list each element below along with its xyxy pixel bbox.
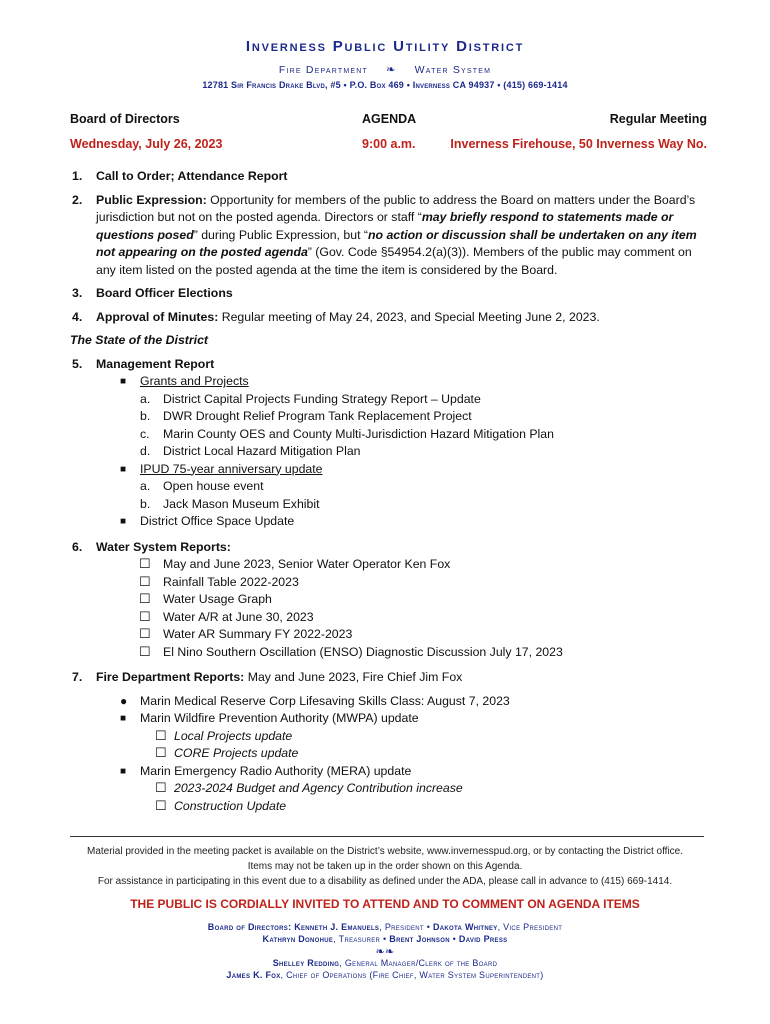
agenda-item-6 [70, 539, 710, 662]
directors-line-2 [0, 934, 770, 944]
list-text: Water A/R at June 30, 2023 [163, 609, 314, 624]
list-text: El Nino Southern Oscillation (ENSO) Diagnostic Discussion July 17, 2023 [163, 644, 563, 659]
list-item [70, 426, 710, 444]
list-item [70, 513, 710, 531]
checkbox-icon: ☐ [139, 591, 151, 606]
agenda-item-1 [70, 168, 710, 186]
staff-name: Shelley Redding [272, 958, 340, 968]
list-item [70, 574, 710, 592]
list-item [70, 461, 710, 479]
item-title: Water System Reports: [96, 539, 231, 554]
footer-website-note: Material provided in the meeting packet is available on the District’s website, www.invernesspud.org, or by contacting the District office. [86, 846, 684, 857]
list-item [70, 693, 710, 711]
director-name: Kathryn Donohue [262, 934, 334, 944]
item-text: ” (Gov. Code §54954.2(a)(3)). Members of the public may comment on any item listed on the posted agenda at the time the item is considered by the Board. [96, 245, 692, 277]
item-title: Approval of Minutes: [96, 309, 219, 324]
agenda-item-4 [70, 309, 710, 327]
item-text: Regular meeting of May 24, 2023, and Special Meeting June 2, 2023. [218, 309, 600, 324]
list-item [70, 408, 710, 426]
staff-role: , General Manager/Clerk of the Board [339, 958, 498, 968]
list-letter: a. [140, 479, 151, 493]
meeting-date: Wednesday, July 26, 2023 [70, 137, 223, 151]
dot-separator: • [452, 934, 459, 944]
item-title: Public Expression: [96, 192, 207, 207]
list-text: Rainfall Table 2022-2023 [163, 574, 299, 589]
item-number: 2. [72, 192, 83, 207]
staff-name: James K. Fox [226, 970, 281, 980]
subheading-office: District Office Space Update [140, 514, 295, 528]
list-item [70, 710, 710, 728]
staff-role: , Chief of Operations (Fire Chief, Water System Superintendent) [280, 970, 544, 980]
meeting-location: Inverness Firehouse, 50 Inverness Way No. [450, 137, 707, 151]
list-item [70, 798, 710, 816]
checkbox-icon: ☐ [155, 745, 167, 760]
list-item [70, 478, 710, 496]
list-item [70, 591, 710, 609]
list-text: Open house event [163, 479, 264, 493]
square-bullet-icon: ■ [120, 765, 127, 777]
dot-separator: • [426, 922, 433, 932]
item-title: Board Officer Elections [96, 286, 233, 300]
director-role: , Treasurer [333, 934, 381, 944]
checkbox-icon: ☐ [139, 626, 151, 641]
address-line: 12781 Sir Francis Drake Blvd, #5 • P.O. Box 469 • Inverness CA 94937 • (415) 669-1414 [202, 80, 568, 90]
item-text: May and June 2023, Fire Chief Jim Fox [244, 670, 463, 684]
meeting-type: Regular Meeting [609, 112, 707, 126]
checkbox-icon: ☐ [155, 727, 167, 743]
checkbox-icon: ☐ [139, 573, 151, 589]
fire-department-label: Fire Department [278, 64, 368, 76]
list-item [70, 745, 710, 763]
grants-list [96, 391, 710, 461]
board-label: Board of Directors [70, 112, 180, 126]
list-text: Construction Update [174, 798, 287, 813]
list-letter: a. [140, 391, 151, 406]
item-number: 5. [72, 356, 83, 371]
public-invitation: THE PUBLIC IS CORDIALLY INVITED TO ATTEND AND TO COMMENT ON AGENDA ITEMS [130, 897, 640, 911]
list-text: DWR Drought Relief Program Tank Replacement Project [163, 409, 472, 423]
round-bullet-icon: ● [120, 693, 128, 708]
item-number: 4. [72, 309, 83, 324]
list-text: Local Projects update [174, 728, 293, 743]
list-text: Marin Wildfire Prevention Authority (MWPA) update [140, 711, 419, 725]
list-item [70, 780, 710, 798]
square-bullet-icon: ■ [120, 713, 127, 724]
agenda-item-5 [70, 356, 710, 531]
footer-divider [70, 836, 704, 837]
square-bullet-icon: ■ [120, 516, 127, 527]
director-name: Dakota Whitney [432, 922, 498, 932]
item-emphasis: may briefly respond to statements made or questions posed [96, 210, 674, 242]
subheading-grants: Grants and Projects [140, 374, 249, 388]
checkbox-icon: ☐ [155, 780, 167, 795]
list-item [70, 626, 710, 644]
checkbox-icon: ☐ [139, 643, 151, 659]
director-name: Kenneth J. Emanuels [294, 922, 380, 932]
list-text: CORE Projects update [174, 746, 299, 760]
list-text: Marin Medical Reserve Corp Lifesaving Skills Class: August 7, 2023 [140, 693, 510, 708]
director-role: , Vice President [497, 922, 563, 932]
agenda-body [70, 168, 710, 821]
list-letter: b. [140, 496, 151, 511]
director-role: , President [379, 922, 424, 932]
department-line [0, 63, 770, 76]
checkbox-icon: ☐ [155, 797, 167, 813]
water-system-label: Water System [414, 64, 492, 76]
list-letter: b. [140, 409, 151, 423]
item-text: Opportunity for members of the public to address the Board on matters under the Board’s jurisdiction but not on the posted agenda. Directors or staff “ [96, 192, 696, 224]
item-number: 6. [72, 539, 83, 554]
district-title: Inverness Public Utility District [245, 38, 525, 55]
list-text: District Capital Projects Funding Strategy Report – Update [163, 391, 481, 406]
list-item [70, 728, 710, 746]
meeting-time: 9:00 a.m. [362, 137, 416, 151]
agenda-item-2 [70, 192, 710, 280]
checkbox-icon: ☐ [139, 556, 151, 571]
list-text: Water AR Summary FY 2022-2023 [163, 627, 353, 641]
list-text: Marin Emergency Radio Authority (MERA) update [140, 763, 412, 778]
item-emphasis: no action or discussion shall be undertaken on any item not appearing on the posted agenda [96, 227, 697, 259]
list-text: May and June 2023, Senior Water Operator Ken Fox [163, 557, 451, 571]
item-title: Management Report [96, 356, 215, 371]
director-name: Brent Johnson [389, 934, 450, 944]
dot-separator: • [383, 934, 390, 944]
directors-line-1 [0, 922, 770, 932]
item-title: Call to Order; Attendance Report [96, 169, 288, 183]
item-number: 7. [72, 670, 83, 684]
list-item [70, 609, 710, 627]
item-title: Fire Department Reports: [96, 670, 245, 684]
list-item [70, 496, 710, 514]
list-letter: c. [140, 426, 150, 441]
director-name: David Press [458, 934, 508, 944]
square-bullet-icon: ■ [120, 463, 127, 475]
footer-ada-note: For assistance in participating in this event due to a disability as defined under the ADA, please call in advance to (415) 669-1414. [97, 876, 673, 887]
subheading-anniversary: IPUD 75-year anniversary update [140, 461, 323, 476]
ornament-icon: ❧ [386, 64, 397, 76]
item-number: 3. [72, 286, 83, 300]
board-directors-label: Board of Directors: [207, 922, 292, 932]
staff-line-1 [0, 958, 770, 968]
item-text: ” during Public Expression, but “ [193, 227, 368, 242]
list-letter: d. [140, 444, 151, 458]
list-text: District Local Hazard Mitigation Plan [163, 444, 361, 458]
list-text: 2023-2024 Budget and Agency Contribution increase [174, 781, 463, 795]
checkbox-icon: ☐ [139, 608, 151, 624]
item-number: 1. [72, 169, 83, 183]
list-text: Water Usage Graph [163, 592, 272, 606]
square-bullet-icon: ■ [120, 376, 127, 387]
list-text: Jack Mason Museum Exhibit [163, 496, 320, 511]
list-item [70, 391, 710, 409]
footer-order-note: Items may not be taken up in the order shown on this Agenda. [247, 861, 523, 872]
list-item [70, 763, 710, 781]
agenda-item-3 [70, 285, 710, 303]
list-item [70, 443, 710, 461]
section-heading: The State of the District [70, 333, 209, 347]
list-item [70, 644, 710, 662]
list-item [70, 556, 710, 574]
list-item [70, 373, 710, 391]
staff-line-2 [0, 970, 770, 980]
ornament-icon: ❧❧ [375, 946, 395, 958]
agenda-label: AGENDA [362, 112, 417, 126]
list-text: Marin County OES and County Multi-Jurisdiction Hazard Mitigation Plan [163, 426, 554, 441]
agenda-item-7 [70, 669, 710, 815]
